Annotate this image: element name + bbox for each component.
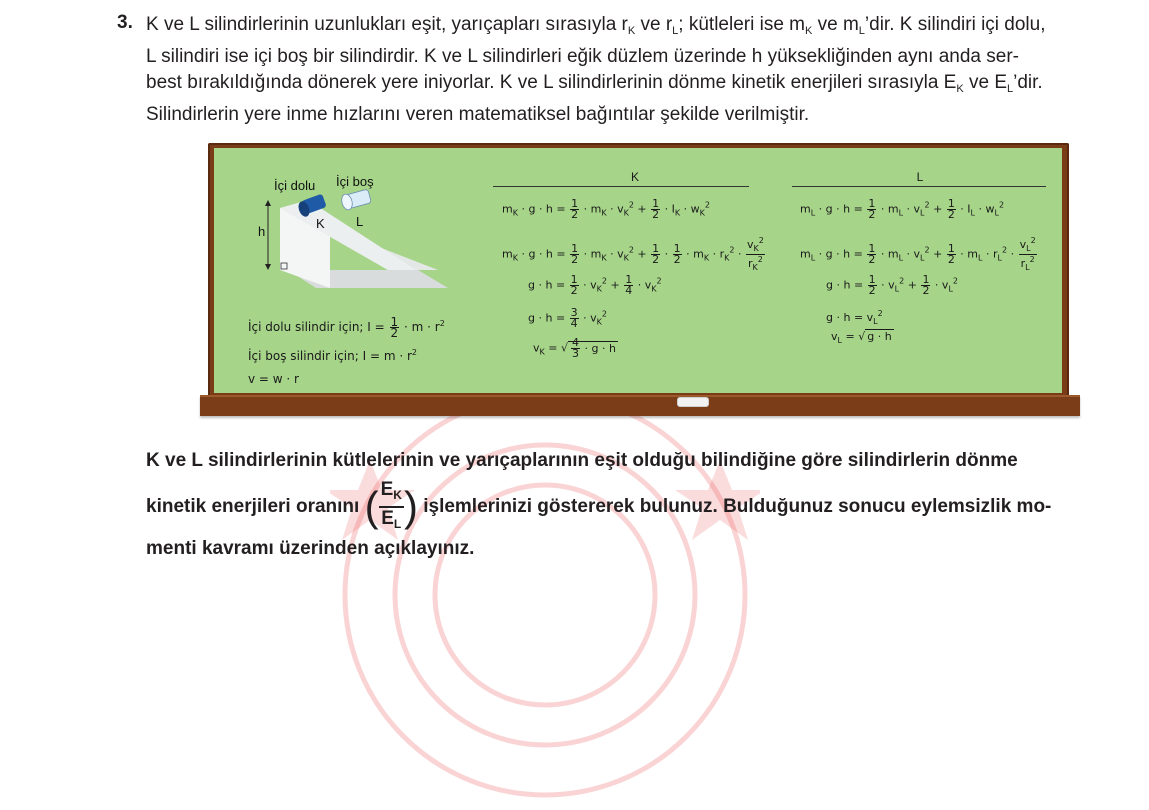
prompt-line-3: menti kavramı üzerinden açıklayınız.: [146, 538, 475, 559]
question-text: [146, 12, 1136, 128]
question-line-3: best bırakıldığında dönerek yere iniyorlar. K ve L silindirlerinin dönme kinetik enerjileri sırasıyla $E_K$ ve $E_L’dir$.: [146, 72, 1043, 95]
column-l-rule: [792, 186, 1046, 187]
k-eq-2: $m_K \cdot g \cdot h$ = $\frac{1}{2}$ · $m_K \cdot v_K^2$ + $\frac{1}{2}$ · $\frac{1}{2}$ · $m_K \cdot r_K^2$ · $\frac{v_K^2}{r_K^2}$: [502, 236, 764, 272]
k-eq-4: g · h = $\frac{3}{4}$ · $v_K^2$: [528, 306, 607, 330]
question-number: 3.: [117, 12, 133, 33]
seal-watermark: [330, 380, 760, 810]
l-eq-4: $g \cdot h = v_L^2$: [826, 309, 883, 326]
chalk-piece: [677, 397, 709, 407]
column-k-rule: [493, 186, 749, 187]
k-eq-5: $v_K$ = √ $\frac{4}{3}$ · g · h: [533, 336, 616, 360]
l-eq-3: g · h = $\frac{1}{2}$ · $v_L^2$ + $\frac{1}{2}$ · $v_L^2$: [826, 273, 958, 297]
label-h: h: [258, 224, 266, 239]
question-line-4: Silindirlerin yere inme hızlarını veren matematiksel bağıntılar şekilde verilmiştir.: [146, 104, 810, 125]
prompt-text: [146, 447, 1136, 563]
column-l-header: L: [916, 170, 924, 184]
legend-vw: v = w · r: [248, 372, 299, 386]
label-hollow: İçi boş: [336, 174, 374, 189]
label-k: K: [316, 216, 325, 231]
prompt-line-2: kinetik enerjileri oranını ( $\frac{E_K}{E_L}$ ) işlemlerinizi göstererek bulunuz. Bulduğunuz sonucu eylemsizlik mo-: [146, 479, 1136, 535]
cylinder-l-icon: [340, 189, 371, 211]
l-eq-2: $m_L \cdot g \cdot h$ = $\frac{1}{2}$ · $m_L \cdot v_L^2$ + $\frac{1}{2}$ · $m_L \cdot r_L^2$ · $\frac{v_L^2}{r_L^2}$: [800, 236, 1036, 272]
k-eq-1: $m_K \cdot g \cdot h$ = $\frac{1}{2}$ · $m_K \cdot v_K^2$ + $\frac{1}{2}$ · $I_K \cdot w_K^2$: [502, 197, 710, 221]
l-eq-5: $v_L$ = √ g · h: [831, 330, 892, 345]
question-line-1: K ve L silindirlerinin uzunlukları eşit, yarıçapları sırasıyla $r_K$ ve $r_L$; kütleleri ise $m_K$ ve $m_L’dir$. K silindiri içi dolu,: [146, 14, 1046, 37]
legend-solid: İçi dolu silindir için; I = $\frac{1}{2}$ · $m \cdot r^2$: [248, 315, 445, 340]
energy-ratio: $\frac{E_K}{E_L}$: [380, 479, 402, 531]
question-line-2: L silindiri ise içi boş bir silindirdir. K ve L silindirleri eğik düzlem üzerinde h yüksekliğinden aynı anda ser-: [146, 46, 1019, 67]
label-l: L: [356, 214, 364, 229]
l-eq-1: $m_L \cdot g \cdot h$ = $\frac{1}{2}$ · $m_L \cdot v_L^2$ + $\frac{1}{2}$ · $I_L \cdot w_L^2$: [800, 197, 1005, 221]
prompt-line-1: K ve L silindirlerinin kütlelerinin ve yarıçaplarının eşit olduğu bilindiğine göre silindirlerin dönme: [146, 450, 1018, 471]
legend-hollow: İçi boş silindir için; $I = m \cdot r^2$: [248, 348, 417, 363]
label-solid: İçi dolu: [274, 178, 316, 193]
column-k-header: K: [630, 170, 639, 184]
k-eq-3: g · h = $\frac{1}{2}$ · $v_K^2$ + $\frac{1}{4}$ · $v_K^2$: [528, 273, 662, 297]
chalk-ledge: [200, 395, 1080, 416]
